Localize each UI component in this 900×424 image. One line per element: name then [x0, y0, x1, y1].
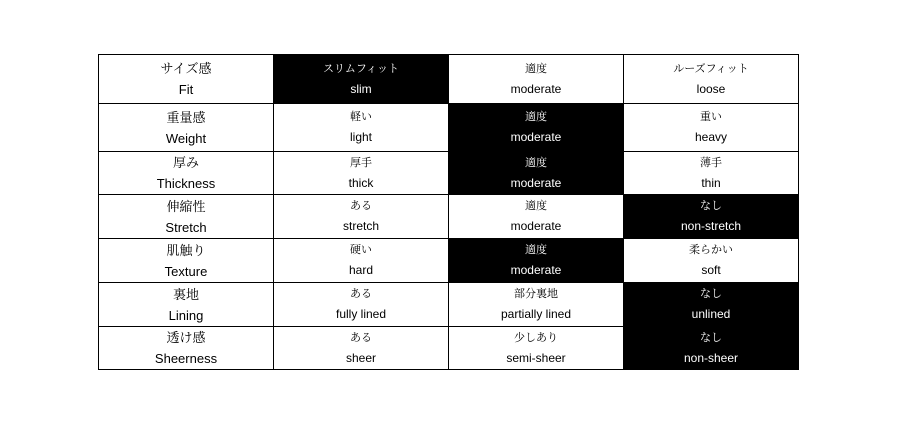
- attribute-cell: [99, 239, 274, 283]
- option-label-en: partially lined: [500, 307, 572, 321]
- attribute-label-en: Thickness: [156, 176, 216, 191]
- option-label-en: semi-sheer: [506, 350, 566, 365]
- spec-row-lining: [99, 283, 799, 327]
- option-cell: [449, 55, 624, 104]
- spec-row-thickness: [99, 152, 799, 195]
- option-label-jp: 適度: [525, 200, 547, 212]
- attribute-label-en: Stretch: [165, 219, 207, 235]
- option-cell: [274, 195, 449, 239]
- option-label-en: fully lined: [335, 307, 387, 321]
- spec-row-stretch: [99, 195, 799, 239]
- option-label-jp: 適度: [525, 244, 547, 256]
- option-label-jp: 柔らかい: [689, 244, 733, 256]
- spec-row-sheerness: [99, 327, 799, 370]
- option-cell: [274, 283, 449, 327]
- option-cell: [449, 283, 624, 327]
- attribute-label-jp: 厚み: [172, 155, 199, 170]
- option-label-en: soft: [701, 263, 721, 277]
- option-cell: [624, 152, 799, 195]
- spec-row-weight: [99, 104, 799, 152]
- option-label-en: non-sheer: [683, 350, 739, 365]
- option-cell: [624, 327, 799, 370]
- option-label-en: moderate: [510, 81, 562, 96]
- option-label-jp: なし: [700, 331, 722, 344]
- option-label-jp: 適度: [525, 62, 547, 75]
- option-label-en: unlined: [691, 307, 731, 321]
- option-label-en: loose: [696, 81, 726, 96]
- option-label-en: heavy: [694, 130, 728, 144]
- option-cell: [274, 152, 449, 195]
- option-cell: [274, 327, 449, 370]
- attribute-label-jp: サイズ感: [160, 61, 212, 76]
- option-cell: [449, 327, 624, 370]
- option-cell: [624, 55, 799, 104]
- option-label-en: stretch: [342, 219, 379, 233]
- spec-row-texture: [99, 239, 799, 283]
- option-label-en: hard: [348, 263, 374, 277]
- spec-row-fit: [99, 55, 799, 104]
- option-cell: [274, 55, 449, 104]
- option-label-en: moderate: [510, 219, 562, 233]
- option-label-jp: 厚手: [350, 156, 372, 169]
- attribute-label-jp: 透け感: [166, 330, 206, 345]
- option-cell: [624, 195, 799, 239]
- option-cell: [274, 239, 449, 283]
- option-label-jp: ある: [350, 288, 372, 300]
- attribute-label-jp: 裏地: [172, 286, 199, 302]
- option-label-jp: 硬い: [350, 244, 372, 256]
- option-label-jp: 部分裏地: [514, 288, 558, 300]
- attribute-cell: [99, 283, 274, 327]
- option-label-jp: 薄手: [700, 156, 722, 169]
- attribute-label-en: Sheerness: [154, 351, 218, 366]
- option-label-en: slim: [350, 81, 372, 96]
- option-cell: [274, 104, 449, 152]
- option-label-jp: ある: [350, 331, 372, 344]
- option-cell: [449, 152, 624, 195]
- option-cell: [624, 104, 799, 152]
- option-label-jp: スリムフィット: [322, 62, 400, 75]
- attribute-label-en: Texture: [164, 263, 208, 279]
- attribute-label-jp: 伸縮性: [166, 198, 206, 214]
- attribute-cell: [99, 195, 274, 239]
- attribute-label-en: Lining: [168, 307, 204, 323]
- option-label-en: moderate: [510, 263, 562, 277]
- option-label-en: moderate: [510, 175, 562, 190]
- attribute-label-jp: 重量感: [166, 109, 206, 125]
- option-label-jp: 少しあり: [514, 331, 558, 344]
- option-cell: [449, 195, 624, 239]
- option-label-en: light: [349, 130, 372, 144]
- option-label-jp: 重い: [700, 111, 722, 123]
- option-label-en: moderate: [510, 130, 562, 144]
- attribute-cell: [99, 104, 274, 152]
- option-label-en: thick: [348, 175, 374, 190]
- option-label-jp: なし: [700, 288, 722, 300]
- spec-table-body: [99, 55, 799, 370]
- option-label-jp: ある: [350, 200, 372, 212]
- attribute-cell: [99, 55, 274, 104]
- option-label-jp: 適度: [525, 111, 547, 123]
- attribute-label-en: Fit: [178, 82, 194, 97]
- option-label-jp: 適度: [525, 156, 547, 169]
- option-label-en: thin: [701, 175, 721, 190]
- option-cell: [624, 239, 799, 283]
- attribute-cell: [99, 327, 274, 370]
- option-label-jp: 軽い: [350, 111, 372, 123]
- option-cell: [449, 104, 624, 152]
- option-cell: [449, 239, 624, 283]
- attribute-cell: [99, 152, 274, 195]
- option-label-jp: ルーズフィット: [673, 62, 749, 75]
- option-label-en: sheer: [345, 350, 377, 365]
- option-label-jp: なし: [700, 200, 722, 212]
- attribute-label-jp: 肌触り: [166, 242, 206, 258]
- option-label-en: non-stretch: [680, 219, 742, 233]
- attribute-label-en: Weight: [165, 130, 207, 146]
- product-spec-table: [98, 54, 799, 370]
- option-cell: [624, 283, 799, 327]
